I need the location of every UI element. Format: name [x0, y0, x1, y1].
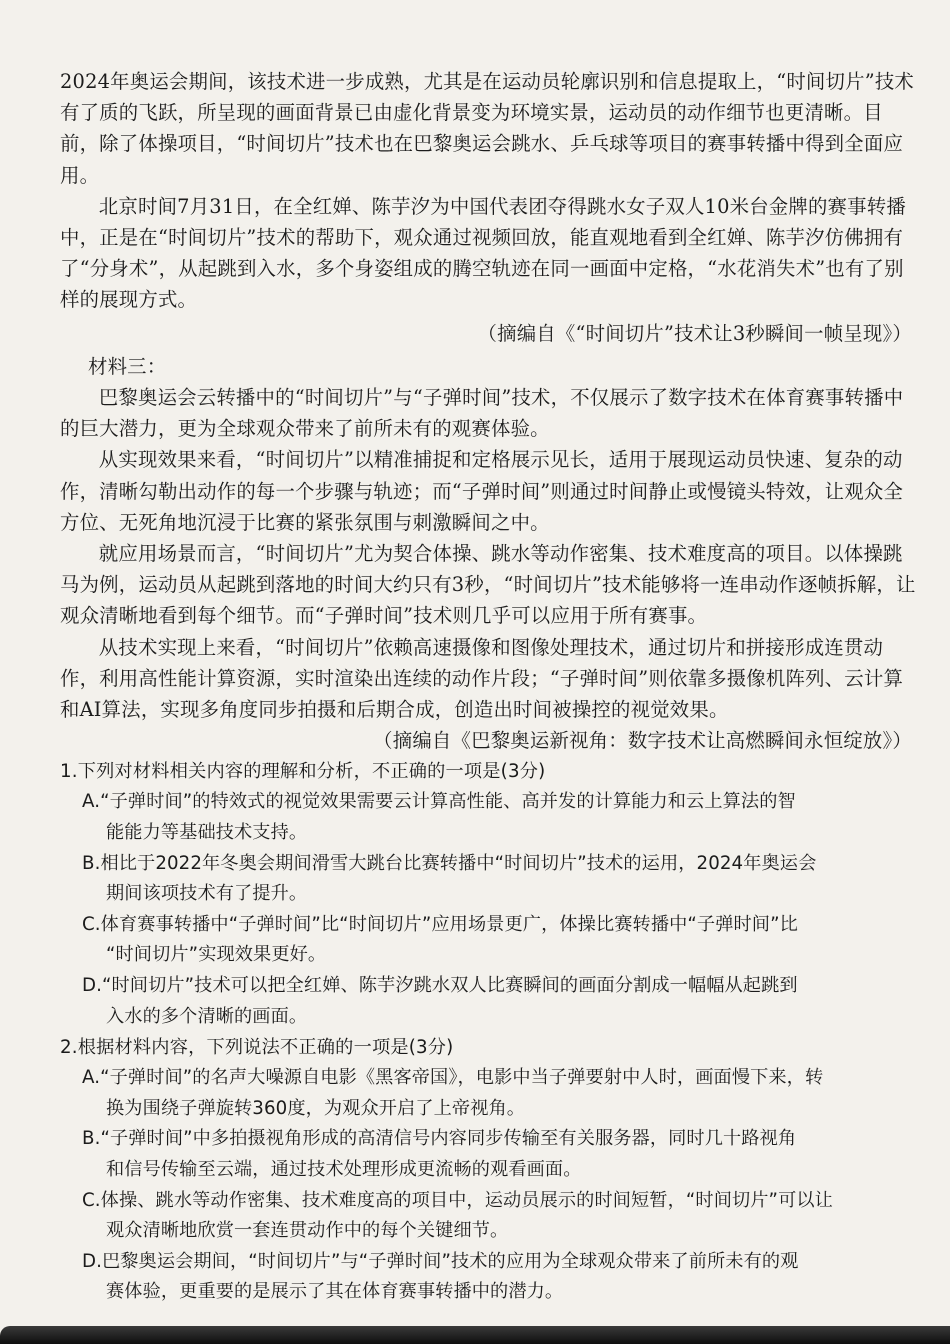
option-line: C.体育赛事转播中“子弹时间”比“时间切片”应用场景更广，体操比赛转播中“子弹时间”比 [82, 913, 798, 935]
material3-source: （摘编自《巴黎奥运新视角：数字技术让高燃瞬间永恒绽放》） [373, 729, 912, 753]
option-line: 期间该项技术有了提升。 [106, 883, 308, 905]
question-1-option-b [82, 849, 920, 910]
option-line: A.“子弹时间”的特效式的视觉效果需要云计算高性能、高并发的计算能力和云上算法的智 [82, 791, 796, 813]
option-line: “时间切片”实现效果更好。 [106, 944, 327, 966]
option-line: 入水的多个清晰的画面。 [106, 1005, 308, 1027]
material3-paragraph-4: 从技术实现上来看，“时间切片”依赖高速摄像和图像处理技术，通过切片和拼接形成连贯动作，利用高性能计算资源，实时渲染出连续的动作片段；“子弹时间”则依靠多摄像机阵列、云计算和AI算法，实现多角度同步拍摄和后期合成，创造出时间被操控的视觉效果。 [60, 635, 904, 722]
material2-source: （摘编自《“时间切片”技术让3秒瞬间一帧呈现》） [477, 321, 912, 345]
material3-paragraph-3: 就应用场景而言，“时间切片”尤为契合体操、跳水等动作密集、技术难度高的项目。以体操跳马为例，运动员从起跳到落地的时间大约只有3秒，“时间切片”技术能够将一连串动作逐帧拆解，让观众清晰地看到每个细节。而“子弹时间”技术则几乎可以应用于所有赛事。 [60, 542, 916, 628]
question-2-option-d [82, 1247, 920, 1308]
question-2-option-a [82, 1063, 920, 1124]
option-line: 换为围绕子弹旋转360度，为观众开启了上帝视角。 [106, 1097, 526, 1119]
option-line: D.巴黎奥运会期间，“时间切片”与“子弹时间”技术的应用为全球观众带来了前所未有的观 [82, 1250, 799, 1272]
question-2-stem: 2.根据材料内容，下列说法不正确的一项是(3分) [60, 1037, 454, 1059]
option-line: C.体操、跳水等动作密集、技术难度高的项目中，运动员展示的时间短暂，“时间切片”可以让 [82, 1189, 833, 1211]
option-line: 赛体验，更重要的是展示了其在体育赛事转播中的潜力。 [106, 1281, 564, 1303]
option-line: D.“时间切片”技术可以把全红婵、陈芋汐跳水双人比赛瞬间的画面分割成一幅幅从起跳到 [82, 975, 798, 997]
material3-label: 材料三： [88, 354, 167, 378]
question-1-option-d [82, 971, 920, 1032]
scan-bottom-edge [0, 1326, 950, 1344]
question-1-stem: 1.下列对材料相关内容的理解和分析，不正确的一项是(3分) [60, 761, 546, 783]
option-line: 和信号传输至云端，通过技术处理形成更流畅的观看画面。 [106, 1159, 582, 1180]
option-line: B.相比于2022年冬奥会期间滑雪大跳台比赛转播中“时间切片”技术的运用，2024年奥运会 [82, 852, 817, 874]
option-line: 观众清晰地欣赏一套连贯动作中的每个关键细节。 [106, 1220, 509, 1242]
material3-paragraph-1: 巴黎奥运会云转播中的“时间切片”与“子弹时间”技术，不仅展示了数字技术在体育赛事转播中的巨大潜力，更为全球观众带来了前所未有的观赛体验。 [60, 386, 904, 441]
material3-paragraph-2: 从实现效果来看，“时间切片”以精准捕捉和定格展示见长，适用于展现运动员快速、复杂的动作，清晰勾勒出动作的每一个步骤与轨迹；而“子弹时间”则通过时间静止或慢镜头特效，让观众全方位、无死角地沉浸于比赛的紧张氛围与刺激瞬间之中。 [60, 448, 904, 534]
material2-paragraph-1: 2024年奥运会期间，该技术进一步成熟，尤其是在运动员轮廓识别和信息提取上，“时间切片”技术有了质的飞跃，所呈现的画面背景已由虚化背景变为环境实景，运动员的动作细节也更清晰。目前，除了体操项目，“时间切片”技术也在巴黎奥运会跳水、乒乓球等项目的赛事转播中得到全面应用。 [60, 70, 914, 187]
option-line: A.“子弹时间”的名声大噪源自电影《黑客帝国》，电影中当子弹要射中人时，画面慢下来，转 [82, 1067, 824, 1089]
question-1-option-c [82, 910, 920, 971]
question-1-option-a [82, 787, 920, 848]
question-2-option-c [82, 1186, 920, 1247]
option-line: 能能力等基础技术支持。 [106, 822, 308, 844]
question-2-option-b [82, 1124, 920, 1185]
material2-paragraph-2: 北京时间7月31日，在全红婵、陈芋汐为中国代表团夺得跳水女子双人10米台金牌的赛事转播中，正是在“时间切片”技术的帮助下，观众通过视频回放，能直观地看到全红婵、陈芋汐仿佛拥有了“分身术”，从起跳到入水，多个身姿组成的腾空轨迹在同一画面中定格，“水花消失术”也有了别样的展现方式。 [60, 194, 906, 312]
option-line: B.“子弹时间”中多拍摄视角形成的高清信号内容同步传输至有关服务器，同时几十路视角 [82, 1128, 797, 1150]
